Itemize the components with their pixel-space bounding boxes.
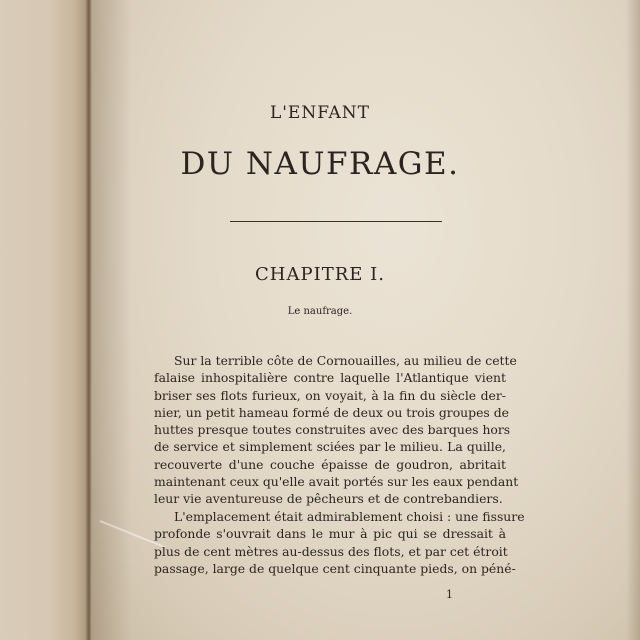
text-line: maintenant ceux qu'elle avait portés sur les eaux pendant xyxy=(154,474,519,490)
text-line: passage, large de quelque cent cinquante pieds, on péné- xyxy=(154,560,516,576)
text-line: recouverte d'une couche épaisse de goudron, abritait xyxy=(154,456,506,472)
paragraph-2 xyxy=(154,508,525,577)
text-line: nier, un petit hameau formé de deux ou trois groupes de xyxy=(154,404,509,420)
text-line: falaise inhospitalière contre laquelle l'Atlantique vient xyxy=(154,370,506,386)
left-page xyxy=(0,0,88,640)
page-edge-shadow xyxy=(626,0,640,640)
chapter-subtitle: Le naufrage. xyxy=(287,306,353,317)
book-title-line-1: L'ENFANT xyxy=(269,103,371,123)
text-line: profonde s'ouvrait dans le mur à pic qui se dressait à xyxy=(154,526,506,542)
book-title-line-2: DU NAUFRAGE. xyxy=(180,146,460,182)
text-line: leur vie aventureuse de pêcheurs et de contrebandiers. xyxy=(154,491,503,507)
gutter-shadow xyxy=(92,0,132,640)
chapter-heading: CHAPITRE I. xyxy=(255,264,385,285)
text-line: briser ses flots furieux, on voyait, à la fin du siècle der- xyxy=(154,387,506,403)
page-text-block xyxy=(150,0,525,640)
text-line: de service et simplement sciées par le milieu. La quille, xyxy=(154,439,506,455)
page-number: 1 xyxy=(446,588,453,601)
title-divider-rule xyxy=(230,221,442,222)
text-line: Sur la terrible côte de Cornouailles, au milieu de cette xyxy=(174,353,517,368)
text-line: L'emplacement était admirablement choisi : une fissure xyxy=(174,509,525,524)
text-line: plus de cent mètres au-dessus des flots, et par cet étroit xyxy=(154,543,508,559)
text-line: huttes presque toutes construites avec des barques hors xyxy=(154,422,511,438)
paragraph-1 xyxy=(154,352,519,508)
